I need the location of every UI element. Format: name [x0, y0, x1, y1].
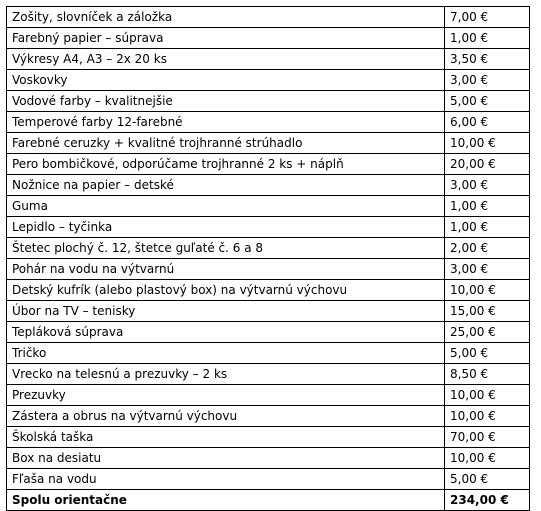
table-row — [7, 112, 530, 133]
item-price: 3,00 € — [445, 70, 530, 91]
item-price: 10,00 € — [445, 385, 530, 406]
item-price: 3,00 € — [445, 175, 530, 196]
item-price: 6,00 € — [445, 112, 530, 133]
table-row — [7, 385, 530, 406]
table-row — [7, 91, 530, 112]
item-price: 10,00 € — [445, 133, 530, 154]
item-price: 25,00 € — [445, 322, 530, 343]
item-name: Tepláková súprava — [7, 322, 445, 343]
item-price: 5,00 € — [445, 91, 530, 112]
item-name: Zástera a obrus na výtvarnú výchovu — [7, 406, 445, 427]
table-row — [7, 70, 530, 91]
item-name: Lepidlo – tyčinka — [7, 217, 445, 238]
item-name: Vrecko na telesnú a prezuvky – 2 ks — [7, 364, 445, 385]
item-price: 1,00 € — [445, 28, 530, 49]
item-price: 2,00 € — [445, 238, 530, 259]
item-price: 3,50 € — [445, 49, 530, 70]
table-row — [7, 196, 530, 217]
item-price: 7,00 € — [445, 7, 530, 28]
item-name: Detský kufrík (alebo plastový box) na výtvarnú výchovu — [7, 280, 445, 301]
item-price: 70,00 € — [445, 427, 530, 448]
item-name: Farebný papier – súprava — [7, 28, 445, 49]
item-price: 10,00 € — [445, 406, 530, 427]
table-body — [7, 7, 530, 511]
item-price: 10,00 € — [445, 448, 530, 469]
table-row — [7, 469, 530, 490]
item-price: 8,50 € — [445, 364, 530, 385]
supplies-price-table — [6, 6, 530, 511]
item-name: Výkresy A4, A3 – 2x 20 ks — [7, 49, 445, 70]
table-row — [7, 259, 530, 280]
table-row — [7, 322, 530, 343]
item-name: Tričko — [7, 343, 445, 364]
table-row — [7, 7, 530, 28]
item-price: 1,00 € — [445, 217, 530, 238]
total-row — [7, 490, 530, 511]
table-row — [7, 238, 530, 259]
table-row — [7, 133, 530, 154]
table-row — [7, 154, 530, 175]
table-row — [7, 448, 530, 469]
item-name: Temperové farby 12-farebné — [7, 112, 445, 133]
item-name: Pohár na vodu na výtvarnú — [7, 259, 445, 280]
item-name: Box na desiatu — [7, 448, 445, 469]
item-name: Fľaša na vodu — [7, 469, 445, 490]
item-price: 10,00 € — [445, 280, 530, 301]
item-name: Zošity, slovníček a záložka — [7, 7, 445, 28]
item-price: 5,00 € — [445, 469, 530, 490]
item-name: Štetec plochý č. 12, štetce guľaté č. 6 a 8 — [7, 238, 445, 259]
item-name: Úbor na TV – tenisky — [7, 301, 445, 322]
table-row — [7, 343, 530, 364]
total-price: 234,00 € — [445, 490, 530, 511]
table-row — [7, 217, 530, 238]
table-row — [7, 28, 530, 49]
item-name: Prezuvky — [7, 385, 445, 406]
item-name: Guma — [7, 196, 445, 217]
item-name: Pero bombičkové, odporúčame trojhranné 2 ks + náplň — [7, 154, 445, 175]
item-price: 5,00 € — [445, 343, 530, 364]
item-price: 15,00 € — [445, 301, 530, 322]
item-name: Farebné ceruzky + kvalitné trojhranné strúhadlo — [7, 133, 445, 154]
item-price: 3,00 € — [445, 259, 530, 280]
item-name: Školská taška — [7, 427, 445, 448]
table-row — [7, 175, 530, 196]
table-row — [7, 406, 530, 427]
table-row — [7, 301, 530, 322]
item-name: Voskovky — [7, 70, 445, 91]
item-price: 20,00 € — [445, 154, 530, 175]
item-name: Nožnice na papier – detské — [7, 175, 445, 196]
table-row — [7, 427, 530, 448]
table-row — [7, 49, 530, 70]
item-name: Vodové farby – kvalitnejšie — [7, 91, 445, 112]
table-row — [7, 280, 530, 301]
item-price: 1,00 € — [445, 196, 530, 217]
table-row — [7, 364, 530, 385]
total-label: Spolu orientačne — [7, 490, 445, 511]
